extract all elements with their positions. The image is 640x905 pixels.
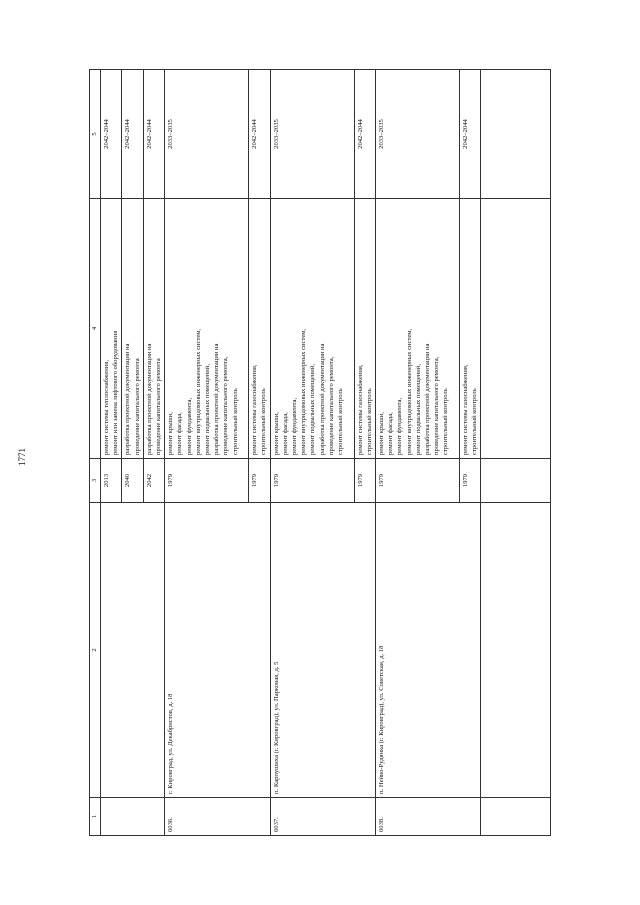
empty-cell: [481, 459, 551, 503]
entry-address: п. Нейво-Рудянка (г. Кировград), ул. Советская, д. 18: [376, 503, 481, 798]
repair-work-line: строительный контроль: [442, 388, 450, 455]
empty-cell: [481, 503, 551, 798]
page-number: 1771: [17, 448, 27, 466]
repair-works: [354, 199, 375, 459]
repair-work-line: проведение капитального ремонта,: [327, 356, 335, 455]
planned-period: 2042–2044: [354, 70, 375, 199]
repair-work-line: ремонт системы газоснабжения,: [251, 364, 259, 455]
entry-number: 6038.: [376, 798, 481, 836]
repair-work-line: разработка проектной документации на: [145, 343, 153, 455]
capital-repair-table: [89, 69, 551, 836]
repair-works: [376, 199, 460, 459]
repair-works: [270, 199, 354, 459]
planned-period: 2042–2044: [249, 70, 270, 199]
entry-address: [101, 503, 165, 798]
repair-work-line: проведение капитального ремонта,: [433, 356, 441, 455]
repair-work-line: ремонт внутридомовых инженерных систем,: [300, 328, 308, 455]
entry-address: п. Карпушиха (г. Кировград), ул. Парковая, д. 5: [270, 503, 375, 798]
repair-work-line: ремонт внутридомовых инженерных систем,: [194, 328, 202, 455]
repair-works: [101, 199, 122, 459]
repair-work-line: ремонт подвальных помещений,: [309, 364, 317, 455]
commission-year: 1979: [376, 459, 460, 503]
commission-year: 2040: [122, 459, 143, 503]
repair-work-line: разработка проектной документации на: [318, 343, 326, 455]
repair-work-line: ремонт системы газоснабжения,: [356, 364, 364, 455]
repair-work-line: строительный контроль: [337, 388, 345, 455]
repair-work-line: ремонт фундамента,: [291, 397, 299, 455]
repair-work-line: ремонт фасада,: [387, 412, 395, 455]
repair-works: [165, 199, 249, 459]
planned-period: 2033–2035: [376, 70, 460, 199]
repair-work-line: ремонт подвальных помещений,: [414, 364, 422, 455]
table-row: [376, 70, 460, 836]
repair-work-line: ремонт крыши,: [272, 412, 280, 455]
commission-year: 1979: [165, 459, 249, 503]
repair-work-line: разработка проектной документации на: [213, 343, 221, 455]
header-col-2: 2: [90, 503, 101, 798]
entry-number: 6036.: [165, 798, 270, 836]
repair-work-line: разработка проектной документации на: [424, 343, 432, 455]
header-col-4: 4: [90, 199, 101, 459]
repair-work-line: ремонт системы теплоснабжения,: [103, 360, 110, 455]
repair-works: [143, 199, 164, 459]
entry-address: г. Кировград, ул. Декабристов, д. 18: [165, 503, 270, 798]
repair-work-line: проведение капитального ремонта: [155, 358, 163, 455]
planned-period: 2033–2035: [270, 70, 354, 199]
repair-works: [460, 199, 481, 459]
commission-year: 1979: [270, 459, 354, 503]
repair-work-line: ремонт подвальных помещений,: [204, 364, 212, 455]
repair-work-line: ремонт фасада,: [281, 412, 289, 455]
repair-works: [249, 199, 270, 459]
filler-row: [481, 70, 551, 836]
repair-work-line: проведение капитального ремонта,: [222, 356, 230, 455]
header-col-5: 5: [90, 70, 101, 199]
rotated-table-wrapper: [89, 70, 551, 836]
empty-cell: [481, 798, 551, 836]
repair-work-line: ремонт крыши,: [378, 412, 386, 455]
repair-work-line: разработка проектной документации на: [124, 343, 132, 455]
commission-year: 2013: [101, 459, 122, 503]
table-row: [101, 70, 122, 836]
entry-number: 6037.: [270, 798, 375, 836]
planned-period: 2042–2044: [101, 70, 122, 199]
commission-year: 1979: [249, 459, 270, 503]
table-row: [165, 70, 249, 836]
repair-work-line: строительный контроль: [471, 388, 479, 455]
entry-number: [101, 798, 165, 836]
repair-work-line: ремонт фундамента,: [396, 397, 404, 455]
planned-period: 2042–2044: [460, 70, 481, 199]
empty-cell: [481, 70, 551, 199]
repair-work-line: ремонт фасада,: [176, 412, 184, 455]
header-col-3: 3: [90, 459, 101, 503]
planned-period: 2042–2044: [122, 70, 143, 199]
repair-work-line: ремонт крыши,: [167, 412, 175, 455]
repair-work-line: ремонт системы газоснабжения,: [462, 364, 470, 455]
repair-work-line: ремонт внутридомовых инженерных систем,: [405, 328, 413, 455]
header-col-1: 1: [90, 798, 101, 836]
repair-work-line: ремонт или замена лифтового оборудования: [112, 330, 120, 455]
repair-work-line: строительный контроль: [260, 388, 268, 455]
commission-year: 2042: [143, 459, 164, 503]
repair-works: [122, 199, 143, 459]
commission-year: 1979: [354, 459, 375, 503]
repair-work-line: строительный контроль: [365, 388, 373, 455]
repair-work-line: проведение капитального ремонта: [133, 358, 141, 455]
commission-year: 1979: [460, 459, 481, 503]
table-row: [270, 70, 354, 836]
header-row: [90, 70, 101, 836]
repair-work-line: строительный контроль: [231, 388, 239, 455]
repair-work-line: ремонт фундамента,: [185, 397, 193, 455]
planned-period: 2042–2044: [143, 70, 164, 199]
planned-period: 2033–2035: [165, 70, 249, 199]
empty-cell: [481, 199, 551, 459]
